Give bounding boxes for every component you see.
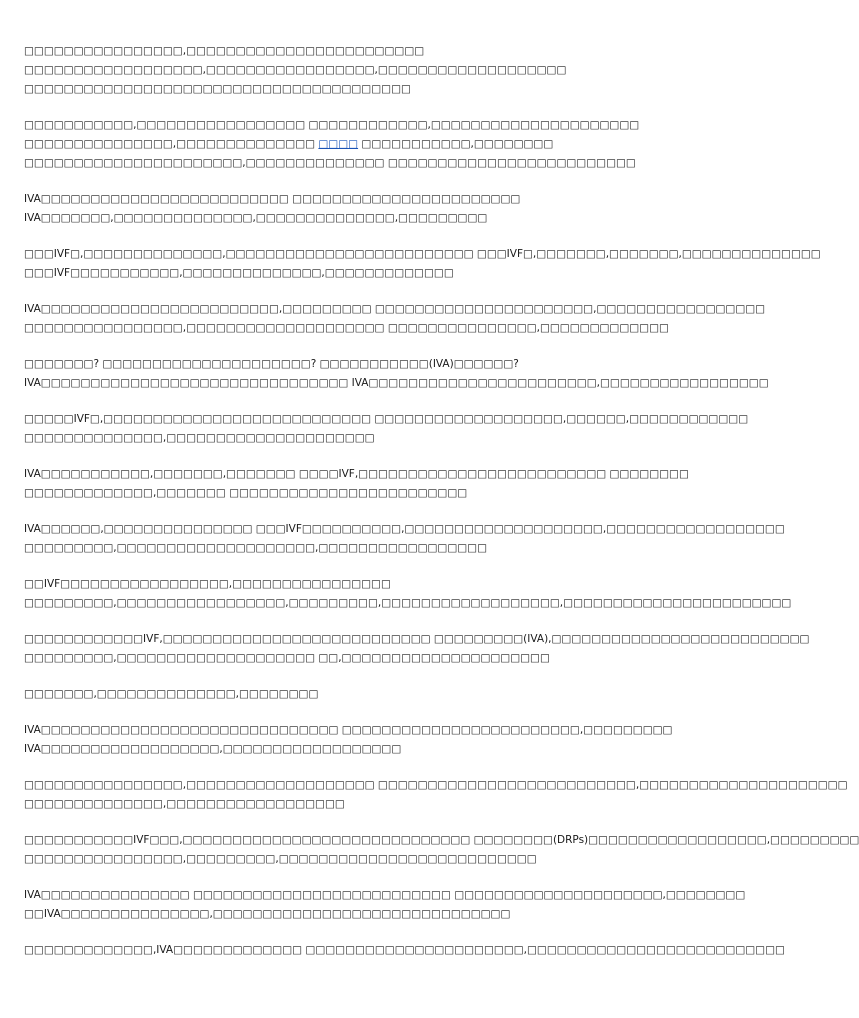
text-line	[24, 374, 769, 393]
text-line	[24, 905, 704, 924]
line-text: □□□IVF□□□□□□□□□□□,□□□□□□□□□□□□□□,□□□□□□□□□□□□□	[24, 267, 454, 279]
text-line	[24, 300, 766, 319]
line-text: IVA□□□□□□□□□□□□□□□□□□□□□□□□□□□□□□ □□□□□□□□□□□□□□□□□□□□□□□□,□□□□□□□□□	[24, 724, 673, 736]
paragraph	[24, 776, 848, 814]
text-line	[24, 630, 810, 649]
text-line	[24, 539, 704, 558]
text-line	[24, 42, 704, 61]
text-line	[24, 850, 704, 869]
text-line	[24, 520, 785, 539]
line-text: IVA□□□□□□□□□□□□□□□ □□□□□□□□□□□□□□□□□□□□□□□□□□ □□□□□□□□□□□□□□□□□□□□□,□□□□□□□□	[24, 889, 746, 901]
line-text: □□□□□□□□□□□□□□□□,□□□□□□□□□□□□□□□□□□□□ □□□□□□□□□□□□□□□,□□□□□□□□□□□□□	[24, 322, 669, 334]
text-line	[24, 135, 704, 154]
text-line	[24, 264, 704, 283]
line-text: □□□□□□□□□□□□IVF,□□□□□□□□□□□□□□□□□□□□□□□□□□□ □□□□□□□□□(IVA),□□□□□□□□□□□□□□□□□□□□□□□□□□	[24, 633, 810, 645]
line-text: □□□□□□□□□□□□□□,□□□□□□□□□□□□□□□□□□□□□	[24, 432, 375, 444]
line-text: □□□□□□□□□□□□□□□□,□□□□□□□□□□□□□□□□□□□□□□□□	[24, 45, 425, 57]
text-line	[24, 80, 704, 99]
line-text: □□□□□□□,□□□□□□□□□□□□□□,□□□□□□□□	[24, 688, 319, 700]
line-text: □□IVA□□□□□□□□□□□□□□□,□□□□□□□□□□□□□□□□□□□□□□□□□□□□□□	[24, 908, 511, 920]
text-line	[24, 465, 704, 484]
text-line	[24, 886, 746, 905]
paragraph	[24, 886, 746, 924]
line-text: IVA□□□□□□,□□□□□□□□□□□□□□□ □□□IVF□□□□□□□□□□,□□□□□□□□□□□□□□□□□□□□,□□□□□□□□□□□□□□□□□□	[24, 523, 785, 535]
text-line	[24, 740, 704, 759]
line-text: □□□□□□□□□,□□□□□□□□□□□□□□□□□□□□ □□,□□□□□□□□□□□□□□□□□□□□□	[24, 652, 550, 664]
paragraph	[24, 42, 720, 99]
line-text: □□□□□IVF□,□□□□□□□□□□□□□□□□□□□□□□□□□□□ □□□□□□□□□□□□□□□□□□□,□□□□□□,□□□□□□□□□□□□	[24, 413, 749, 425]
line-text: IVA□□□□□□□□□□□□□□□□□□,□□□□□□□□□□□□□□□□□□	[24, 743, 402, 755]
paragraph	[24, 831, 859, 869]
line-text: □□□□□□□□□,□□□□□□□□□□□□□□□□□□□□,□□□□□□□□□□□□□□□□□	[24, 542, 488, 554]
text-line	[24, 190, 704, 209]
text-line	[24, 721, 704, 740]
line-text: IVA□□□□□□□□□□□□□□□□□□□□□□□□□□□□□□□ IVA□□□□□□□□□□□□□□□□□□□□□□□,□□□□□□□□□□□□□□□□□	[24, 377, 769, 389]
text-line	[24, 594, 792, 613]
text-line	[24, 941, 785, 960]
line-text-after-link: □□□□□□□□□□□,□□□□□□□□	[358, 138, 554, 150]
line-text: IVA□□□□□□□,□□□□□□□□□□□□□□,□□□□□□□□□□□□□□,□□□□□□□□□	[24, 212, 488, 224]
text-line	[24, 685, 704, 704]
paragraph	[24, 410, 749, 448]
text-line	[24, 245, 821, 264]
line-text: □□□□□□□□□□□□□□□□,□□□□□□□□□□□□□□□□□□□ □□□□□□□□□□□□□□□□□□□□□□□□□□,□□□□□□□□□□□□□□□□□□□□□	[24, 779, 848, 791]
paragraph	[24, 630, 810, 668]
line-text: □□□□□□□□□□□,□□□□□□□□□□□□□□□□□ □□□□□□□□□□□□,□□□□□□□□□□□□□□□□□□□□□	[24, 119, 640, 131]
line-text: □□□□□□□□□□□□□,□□□□□□□ □□□□□□□□□□□□□□□□□□□□□□□□	[24, 487, 468, 499]
line-text: □□□□□□□□□□□□□□,□□□□□□□□□□□□□□□□□□	[24, 798, 345, 810]
paragraph	[24, 465, 720, 503]
line-text: □□□□□□□□□□□□□□□□□□□□□□□□□□□□□□□□□□□□□□□	[24, 83, 411, 95]
document-body	[24, 42, 859, 960]
text-line	[24, 61, 704, 80]
line-text: □□IVF□□□□□□□□□□□□□□□□□,□□□□□□□□□□□□□□□□	[24, 578, 391, 590]
line-text: □□□□□□□? □□□□□□□□□□□□□□□□□□□□□? □□□□□□□□□□□(IVA)□□□□□□?	[24, 358, 519, 370]
line-text: □□□□□□□□□□□□□□□□□□□□□□,□□□□□□□□□□□□□□ □□□□□□□□□□□□□□□□□□□□□□□□□	[24, 157, 636, 169]
text-line	[24, 795, 704, 814]
line-text: □□□□□□□□□□□□□□□□,□□□□□□□□□,□□□□□□□□□□□□□□□□□□□□□□□□□□	[24, 853, 537, 865]
line-text: IVA□□□□□□□□□□□□□□□□□□□□□□□□□ □□□□□□□□□□□□□□□□□□□□□□□	[24, 193, 521, 205]
paragraph	[24, 245, 821, 283]
line-text: □□□□□□□□□□□IVF□□□,□□□□□□□□□□□□□□□□□□□□□□□□□□□□□ □□□□□□□□(DRPs)□□□□□□□□□□□□□□□□□□,□□□□□□□□□	[24, 834, 859, 846]
text-line	[24, 575, 704, 594]
text-line	[24, 355, 704, 374]
line-text: □□□□□□□□□□□□□□□□□□,□□□□□□□□□□□□□□□□□,□□□□□□□□□□□□□□□□□□□	[24, 64, 567, 76]
inline-link[interactable]: □□□□	[318, 138, 359, 150]
paragraph	[24, 685, 720, 704]
line-text: □□□IVF□,□□□□□□□□□□□□□□,□□□□□□□□□□□□□□□□□□□□□□□□□ □□□IVF□,□□□□□□□,□□□□□□□,□□□□□□□□□□□□□□	[24, 248, 821, 260]
text-line	[24, 831, 859, 850]
text-line	[24, 484, 704, 503]
line-text: □□□□□□□□□,□□□□□□□□□□□□□□□□□,□□□□□□□□□,□□□□□□□□□□□□□□□□□□,□□□□□□□□□□□□□□□□□□□□□□□	[24, 597, 792, 609]
paragraph	[24, 520, 785, 558]
paragraph	[24, 721, 720, 759]
paragraph	[24, 116, 720, 173]
paragraph	[24, 300, 766, 338]
text-line	[24, 429, 704, 448]
line-text: IVA□□□□□□□□□□□□□□□□□□□□□□□□,□□□□□□□□□ □□□□□□□□□□□□□□□□□□□□□□,□□□□□□□□□□□□□□□□□	[24, 303, 766, 315]
paragraph	[24, 355, 769, 393]
line-text: IVA□□□□□□□□□□□,□□□□□□□,□□□□□□□ □□□□IVF,□□□□□□□□□□□□□□□□□□□□□□□□□ □□□□□□□□	[24, 468, 689, 480]
text-line	[24, 776, 848, 795]
paragraph	[24, 941, 785, 960]
text-line	[24, 319, 704, 338]
text-line	[24, 649, 704, 668]
paragraph	[24, 190, 720, 228]
text-line	[24, 116, 704, 135]
text-line	[24, 410, 749, 429]
paragraph	[24, 575, 792, 613]
line-text: □□□□□□□□□□□□□□□,□□□□□□□□□□□□□□	[24, 138, 316, 150]
text-line	[24, 209, 704, 228]
text-line	[24, 154, 704, 173]
line-text: □□□□□□□□□□□□□,IVA□□□□□□□□□□□□□ □□□□□□□□□□□□□□□□□□□□□□,□□□□□□□□□□□□□□□□□□□□□□□□□□	[24, 944, 785, 956]
